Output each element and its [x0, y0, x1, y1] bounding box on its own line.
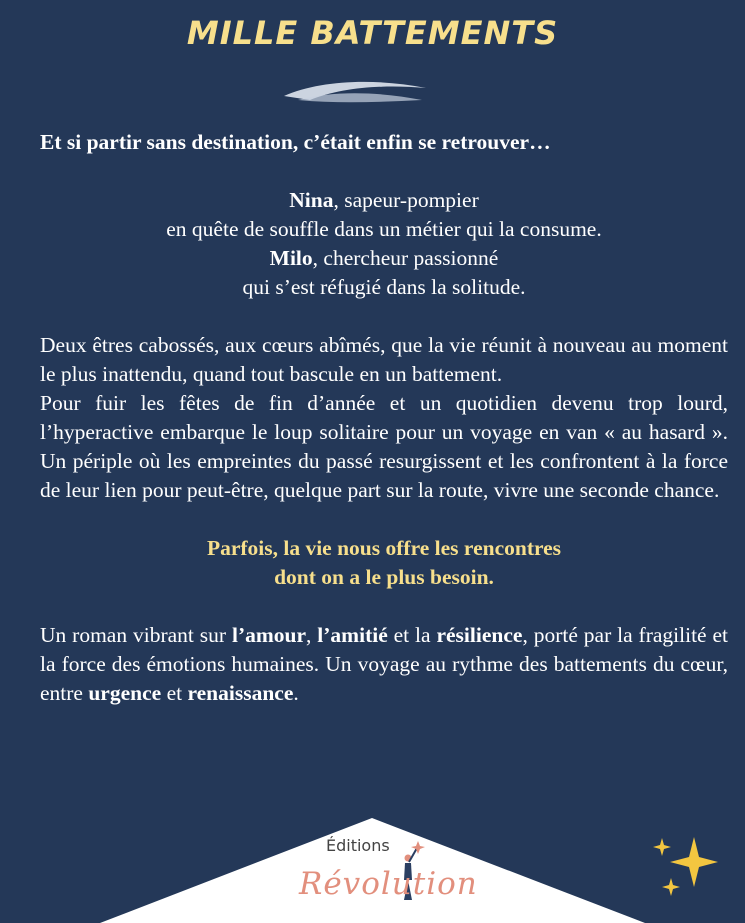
book-title: MILLE BATTEMENTS — [186, 14, 559, 52]
milo-description: qui s’est réfugié dans la solitude. — [242, 275, 526, 299]
milo-role: , chercheur passionné — [312, 246, 499, 270]
logo-revolution: Révolution — [299, 866, 478, 902]
paragraph-2: Pour fuir les fêtes de fin d’année et un quotidien devenu trop lourd, l’hyperactive embarque le loup solitaire pour un voyage en van « au hasard ». Un périple où les empreintes du passé resurgissent et les confrontent à la force de leur lien pour peut-être, quelque part sur la route, vivre une seconde chance. — [40, 391, 728, 502]
milo-name: Milo — [269, 246, 313, 270]
quote-line-2: dont on a le plus besoin. — [274, 565, 494, 589]
closing-paragraph: Un roman vibrant sur l’amour, l’amitié et la résilience, porté par la fragilité et la force des émotions humaines. Un voyage au rythme des battements du cœur, entre urgence et renaissance. — [40, 623, 728, 705]
nina-name: Nina — [289, 188, 334, 212]
nina-description: en quête de souffle dans un métier qui la consume. — [166, 217, 602, 241]
nina-role: , sapeur-pompier — [333, 188, 479, 212]
lead-question: Et si partir sans destination, c’était enfin se retrouver… — [40, 130, 551, 154]
paragraph-1: Deux êtres cabossés, aux cœurs abîmés, que la vie réunit à nouveau au moment le plus inattendu, quand tout bascule en un battement. — [40, 333, 728, 386]
quote-line-1: Parfois, la vie nous offre les rencontres — [206, 536, 562, 560]
logo-editions: Éditions — [326, 836, 390, 855]
sparkle-icon — [653, 837, 718, 896]
